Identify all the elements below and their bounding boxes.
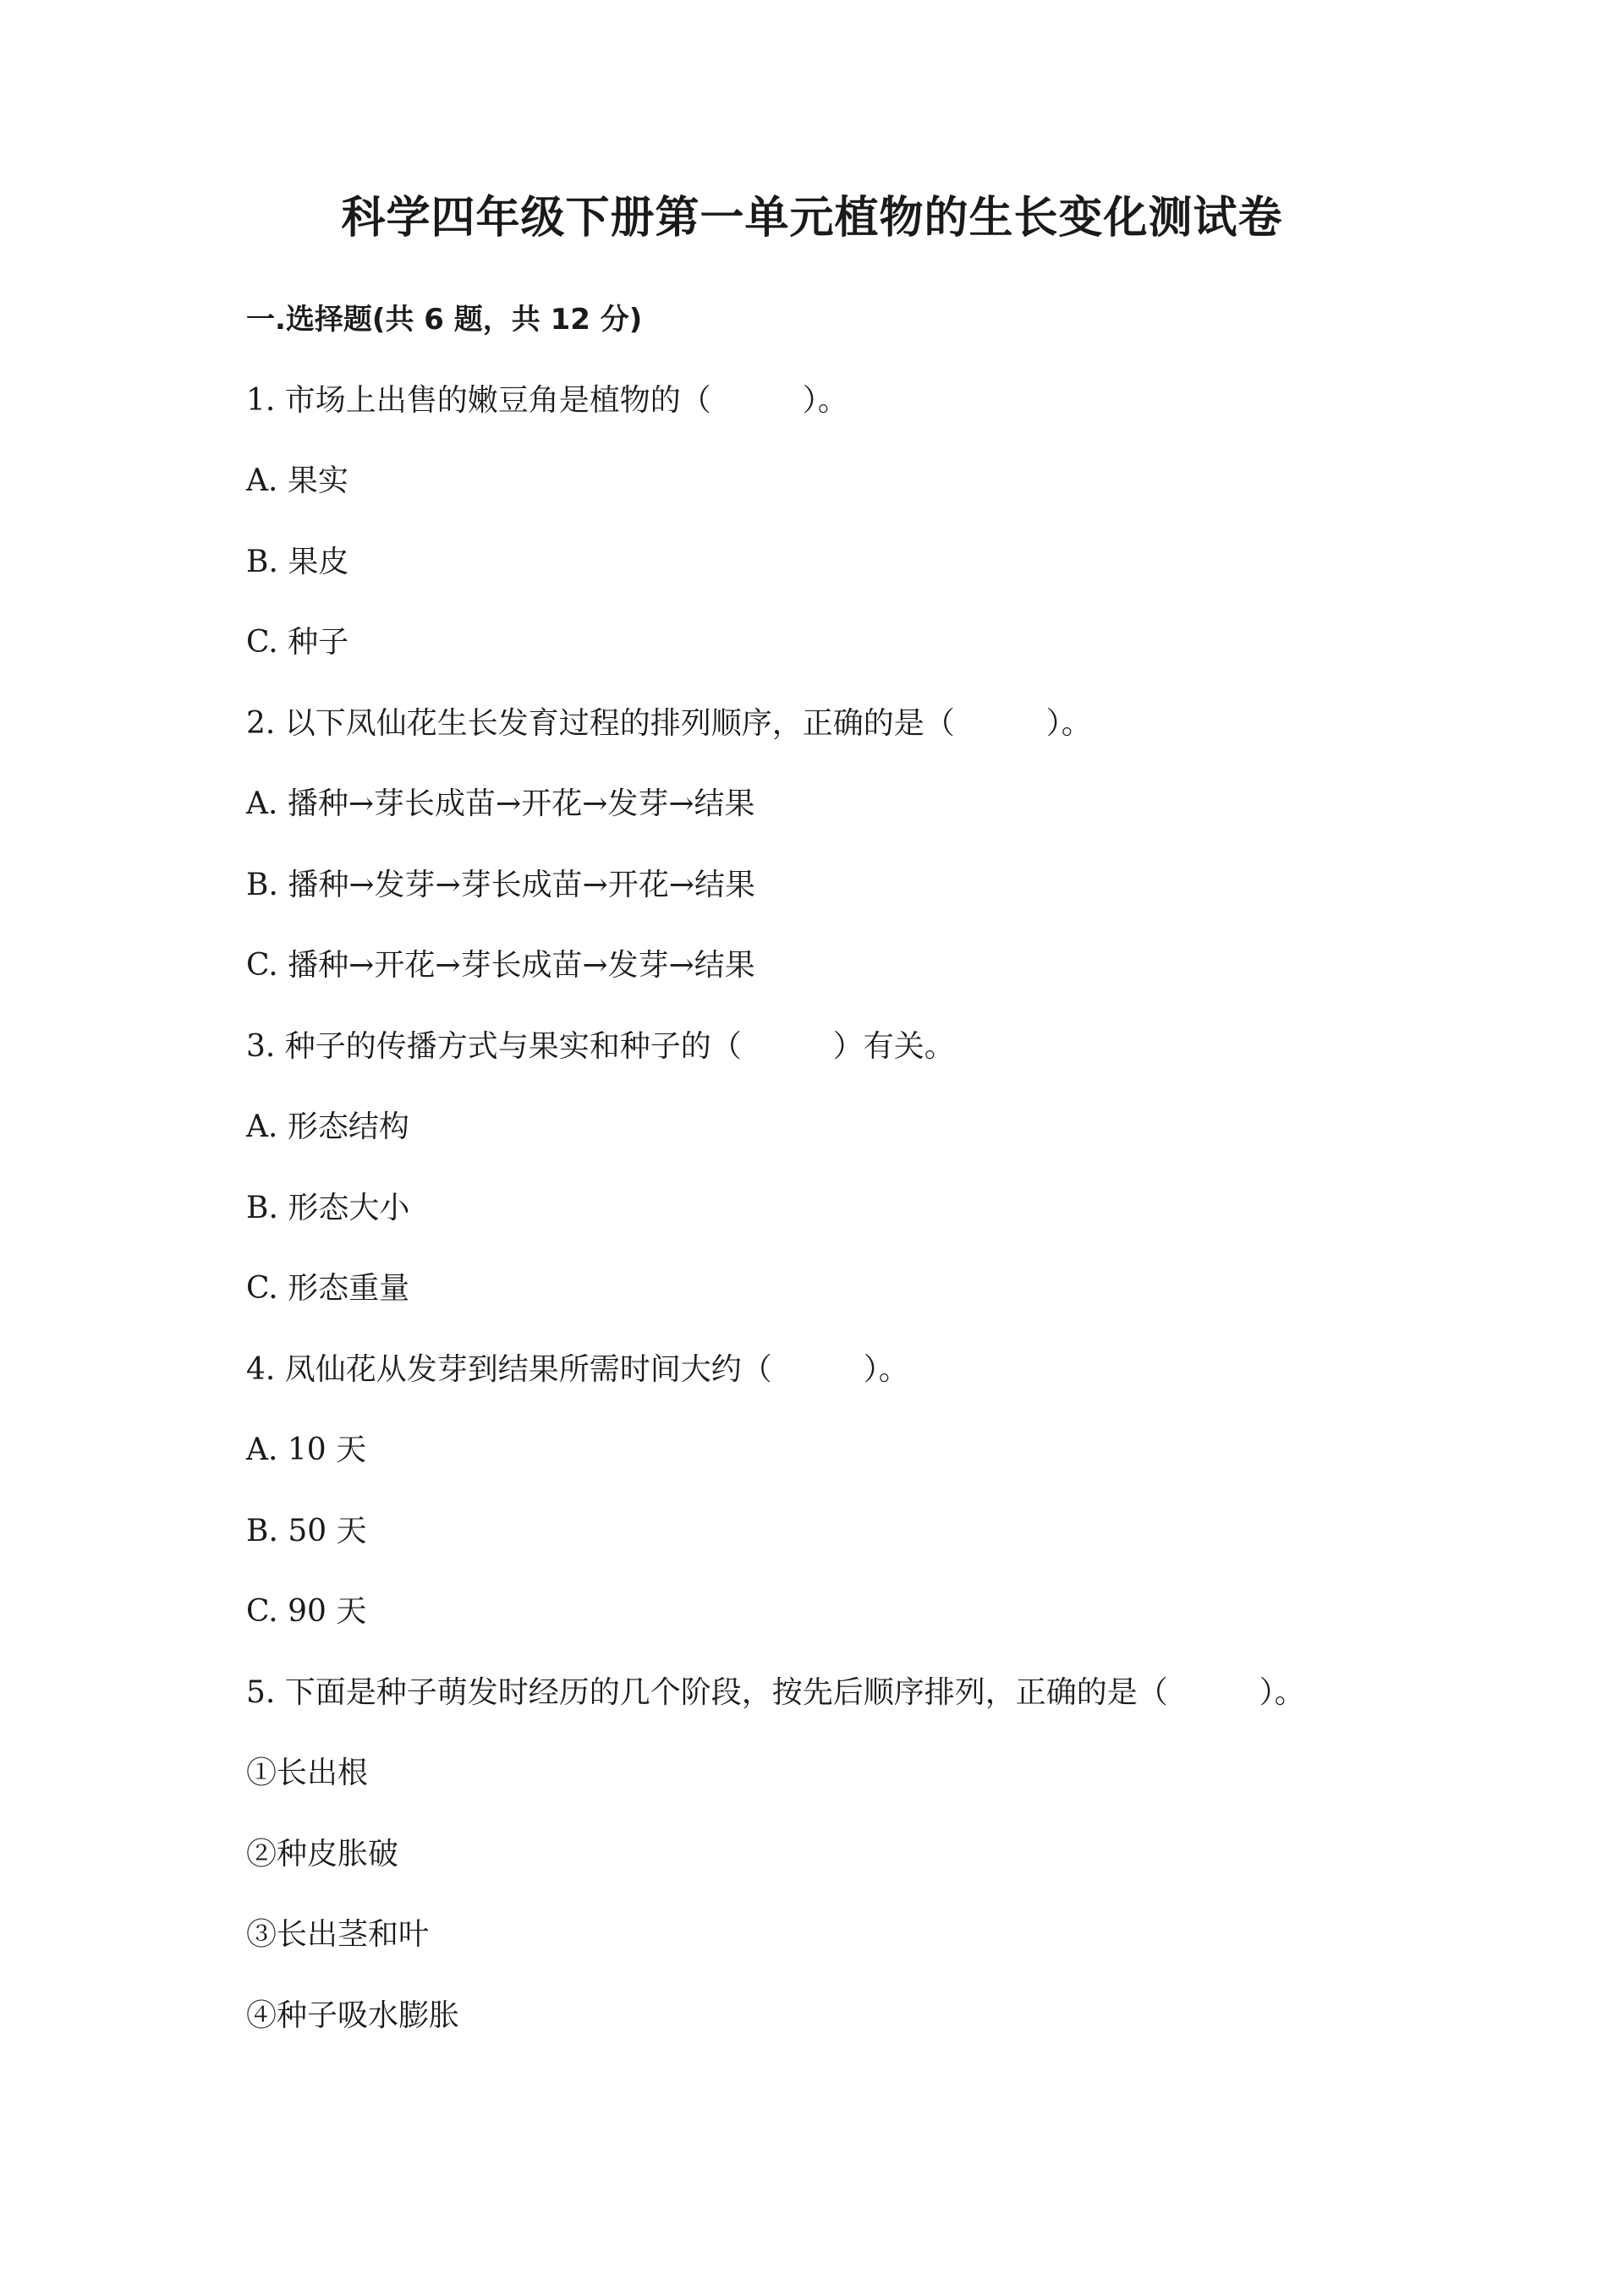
question-5-stage-3: ③长出茎和叶 bbox=[246, 1917, 430, 1952]
question-3-stem: 3. 种子的传播方式与果实和种子的（ ）有关。 bbox=[246, 1029, 955, 1064]
question-5-stage-4: ④种子吸水膨胀 bbox=[246, 1998, 460, 2033]
question-4-stem: 4. 凤仙花从发芽到结果所需时间大约（ ）。 bbox=[246, 1352, 909, 1387]
question-4-option-a: A. 10 天 bbox=[246, 1433, 367, 1467]
question-2-option-b: B. 播种→发芽→芽长成苗→开花→结果 bbox=[246, 868, 755, 902]
question-3-option-c: C. 形态重量 bbox=[246, 1271, 410, 1306]
question-5-stage-1: ①长出根 bbox=[246, 1756, 369, 1790]
question-4-option-c: C. 90 天 bbox=[246, 1594, 367, 1629]
question-2-option-a: A. 播种→芽长成苗→开花→发芽→结果 bbox=[246, 786, 755, 821]
question-5-stage-2: ②种皮胀破 bbox=[246, 1837, 399, 1871]
question-1-option-b: B. 果皮 bbox=[246, 545, 349, 579]
question-1-option-a: A. 果实 bbox=[246, 463, 348, 498]
question-2-stem: 2. 以下凤仙花生长发育过程的排列顺序，正确的是（ ）。 bbox=[246, 706, 1092, 741]
question-2-option-c: C. 播种→开花→芽长成苗→发芽→结果 bbox=[246, 948, 755, 983]
page-title: 科学四年级下册第一单元植物的生长变化测试卷 bbox=[341, 193, 1283, 244]
question-3-option-a: A. 形态结构 bbox=[246, 1110, 409, 1144]
section-heading: 一.选择题(共 6 题，共 12 分) bbox=[246, 303, 643, 337]
question-1-option-c: C. 种子 bbox=[246, 625, 349, 660]
question-3-option-b: B. 形态大小 bbox=[246, 1191, 410, 1225]
question-4-option-b: B. 50 天 bbox=[246, 1514, 367, 1548]
question-1-stem: 1. 市场上出售的嫩豆角是植物的（ ）。 bbox=[246, 383, 848, 418]
question-5-stem: 5. 下面是种子萌发时经历的几个阶段，按先后顺序排列，正确的是（ ）。 bbox=[246, 1675, 1305, 1710]
